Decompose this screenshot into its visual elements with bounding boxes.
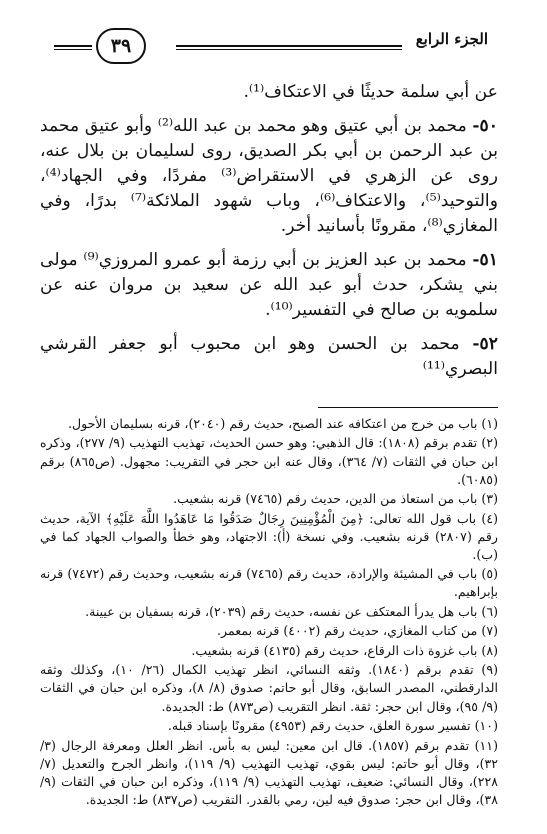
footnote-10: (١٠) تفسير سورة العلق، حديث رقم (٤٩٥٣) مقرونًا بإسناد قبله. bbox=[167, 718, 498, 734]
entry-number: ٥٢- bbox=[472, 334, 498, 354]
entry-52 bbox=[40, 332, 498, 382]
footnote-1: (١) باب من خرج من اعتكافه عند الصبح، حديث رقم (٢٠٤٠)، قرنه بسليمان الأحول. bbox=[67, 416, 498, 431]
entry-text: محمد بن عبد العزيز بن أبي رزمة أبو عمرو المروزي⁽⁹⁾ مولى بني يشكر، حدث أبو عبد الله عن سعيد بن مروان عنه عن سلمويه بن صالح في التفسير⁽¹⁰⁾. bbox=[40, 250, 498, 320]
entry-text: محمد بن الحسن وهو ابن محبوب أبو جعفر القرشي البصري⁽¹¹⁾ bbox=[40, 334, 498, 379]
entry-51 bbox=[40, 248, 498, 323]
running-title: الجزء الرابع bbox=[415, 30, 488, 48]
header-rule-right bbox=[176, 45, 402, 47]
footnote-4: (٤) باب قول الله تعالى: ﴿مِنَ الْمُؤْمِنِينَ رِجَالٌ صَدَقُوا مَا عَاهَدُوا اللَّهَ عَلَيْهِ﴾ الآية، حديث رقم (٢٨٠٧) قرنه بشعيب. وفي نسخة (أ): الاجتهاد، وهو خطأ والصواب الجهاد كما في (ب). bbox=[40, 510, 498, 562]
page-number: ٣٩ bbox=[96, 28, 146, 64]
entry-text: محمد بن أبي عتيق وهو محمد بن عبد الله⁽²⁾ وأبو عتيق محمد بن عبد الرحمن بن أبي بكر الصديق، روى لسليمان بن بلال عنه، روى عن الزهري في الاستقراض⁽³⁾ مفردًا، وفي الجهاد⁽⁴⁾، والتوحيد⁽⁵⁾، والاعتكاف⁽⁶⁾، وباب شهود الملائكة⁽⁷⁾ بدرًا، وفي المغازي⁽⁸⁾، مقرونًا بأسانيد أخر. bbox=[40, 116, 499, 236]
main-text bbox=[40, 80, 498, 391]
paragraph-text: عن أبي سلمة حديثًا في الاعتكاف⁽¹⁾. bbox=[243, 82, 498, 102]
footnote-separator bbox=[318, 407, 498, 408]
footnote-6: (٦) باب هل يدرأ المعتكف عن نفسه، حديث رقم (٢٠٣٩)، قرنه بسفيان بن عيينة. bbox=[85, 603, 498, 619]
footnote-9: (٩) تقدم برقم (١٨٤٠). وثقه النسائي، انظر تهذيب الكمال (٢٦/ ١٠)، وكذلك وثقه الدارقطني، المصدر السابق، وقال أبو حاتم: صدوق (٨/ ٨)، وذكره ابن حبان في الثقات (٩/ ٩٥)، وقال ابن حجر: ثقة. انظر التقريب (ص٨٧٣) ط: الجديدة. bbox=[40, 662, 498, 714]
footnote-7: (٧) من كتاب المغازي، حديث رقم (٤٠٠٢) قرنه بمعمر. bbox=[217, 623, 498, 639]
header-rule-left bbox=[54, 45, 92, 47]
page-header bbox=[54, 28, 494, 68]
footnote-5: (٥) باب في المشيئة والإرادة، حديث رقم (٧٤٦٥) قرنه بشعيب، وحديث رقم (٧٤٧٢) قرنه بإبراهيم. bbox=[40, 566, 498, 600]
entry-50 bbox=[40, 114, 498, 239]
footnotes bbox=[40, 415, 498, 810]
entry-number: ٥٠- bbox=[472, 116, 498, 136]
footnote-3: (٣) باب من استعاذ من الدين، حديث رقم (٧٤٦٥) قرنه بشعيب. bbox=[173, 491, 498, 507]
footnote-2: (٢) تقدم برقم (١٨٠٨): قال الذهبي: وهو حسن الحديث، تهذيب التهذيب (٩/ ٢٧٧)، وذكره ابن حبان في الثقات (٧/ ٣٦٤)، وقال عنه ابن حجر في التقريب: مجهول. (ص٨٦٥) برقم (٦٠٨٥). bbox=[40, 435, 499, 487]
paragraph-continuation bbox=[40, 80, 498, 105]
footnote-11: (١١) تقدم برقم (١٨٥٧). قال ابن معين: ليس به بأس. انظر العلل ومعرفة الرجال (٣/ ٣٢)، وقال أبو حاتم: ليس بقوي، تهذيب التهذيب (٩/ ١١٩)، وانظر الجرح والتعديل (٧/ ٢٢٨)، وقال النسائي: ضعيف، تهذيب التهذيب (٩/ ١١٩)، وذكره ابن حبان في الثقات (٩/ ٣٨)، وقال ابن حجر: صدوق فيه لين، رمي بالقدر. التقريب (ص٨٣٧) ط: الجديدة. bbox=[40, 737, 499, 807]
entry-number: ٥١- bbox=[472, 250, 498, 270]
footnote-8: (٨) باب غزوة ذات الرقاع، حديث رقم (٤١٣٥) قرنه بشعيب. bbox=[191, 642, 498, 658]
